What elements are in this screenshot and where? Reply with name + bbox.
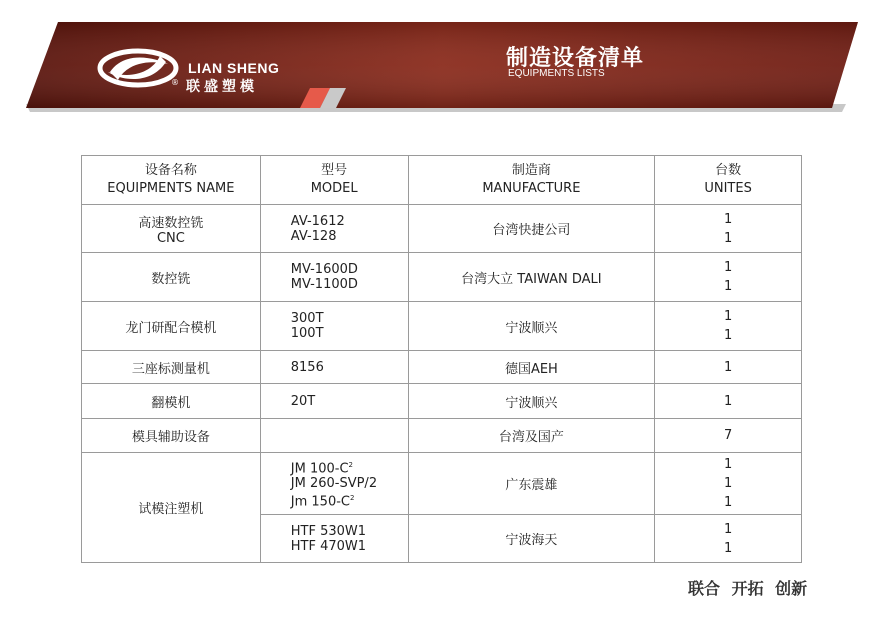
equipment-name-cell: 翻模机 [82,384,261,419]
units-cell: 1 1 [655,205,802,253]
page-title: 制造设备清单 [506,46,645,71]
manufacturer-cell: 台湾大立 TAIWAN DALI [408,253,655,302]
equipment-name-cell: 试模注塑机 [82,453,261,563]
manufacturer-cell: 宁波海天 [408,515,655,563]
units-cell: 1 1 [655,515,802,563]
model-cell: MV-1600D MV-1100D [260,253,408,302]
table-header-row [82,156,802,205]
equipment-name-cell: 模具辅助设备 [82,419,261,453]
model-cell: HTF 530W1 HTF 470W1 [260,515,408,563]
manufacturer-cell: 宁波顺兴 [408,302,655,351]
table-row [82,419,802,453]
model-cell: 300T 100T [260,302,408,351]
table-row [82,384,802,419]
manufacturer-cell: 宁波顺兴 [408,384,655,419]
header-equipment-name: 设备名称 EQUIPMENTS NAME [82,156,261,205]
units-cell: 1 1 [655,253,802,302]
registered-mark: ® [171,78,179,87]
manufacturer-cell: 广东震雄 [408,453,655,515]
model-cell: 20T [260,384,408,419]
footer-slogan: 联合 开拓 创新 [688,579,808,598]
units-cell: 1 [655,351,802,384]
brand-name-cn: 联盛塑模 [186,79,258,95]
header-banner [0,0,882,130]
model-cell [260,419,408,453]
table-row [82,205,802,253]
units-cell: 1 [655,384,802,419]
table-row [82,351,802,384]
page-subtitle: EQUIPMENTS LISTS [508,68,605,79]
model-cell: AV-1612 AV-128 [260,205,408,253]
units-cell: 1 1 1 [655,453,802,515]
equipment-name-cell: 数控铣 [82,253,261,302]
header-model: 型号 MODEL [260,156,408,205]
header-units: 台数 UNITES [655,156,802,205]
table-row [82,253,802,302]
equipment-name-cell: 龙门研配合模机 [82,302,261,351]
brand-name-en: LIAN SHENG [188,60,280,76]
manufacturer-cell: 德国AEH [408,351,655,384]
header-manufacture: 制造商 MANUFACTURE [408,156,655,205]
manufacturer-cell: 台湾快捷公司 [408,205,655,253]
table-row [82,302,802,351]
equipment-name-cell: 三座标测量机 [82,351,261,384]
model-cell: 8156 [260,351,408,384]
equipment-name-cell: 高速数控铣 CNC [82,205,261,253]
table-row [82,453,802,515]
equipment-table [81,155,802,563]
units-cell: 7 [655,419,802,453]
manufacturer-cell: 台湾及国产 [408,419,655,453]
units-cell: 1 1 [655,302,802,351]
model-cell: JM $100-C^2$ JM 260-SVP/2 Jm $150-C^2$ [260,453,408,515]
